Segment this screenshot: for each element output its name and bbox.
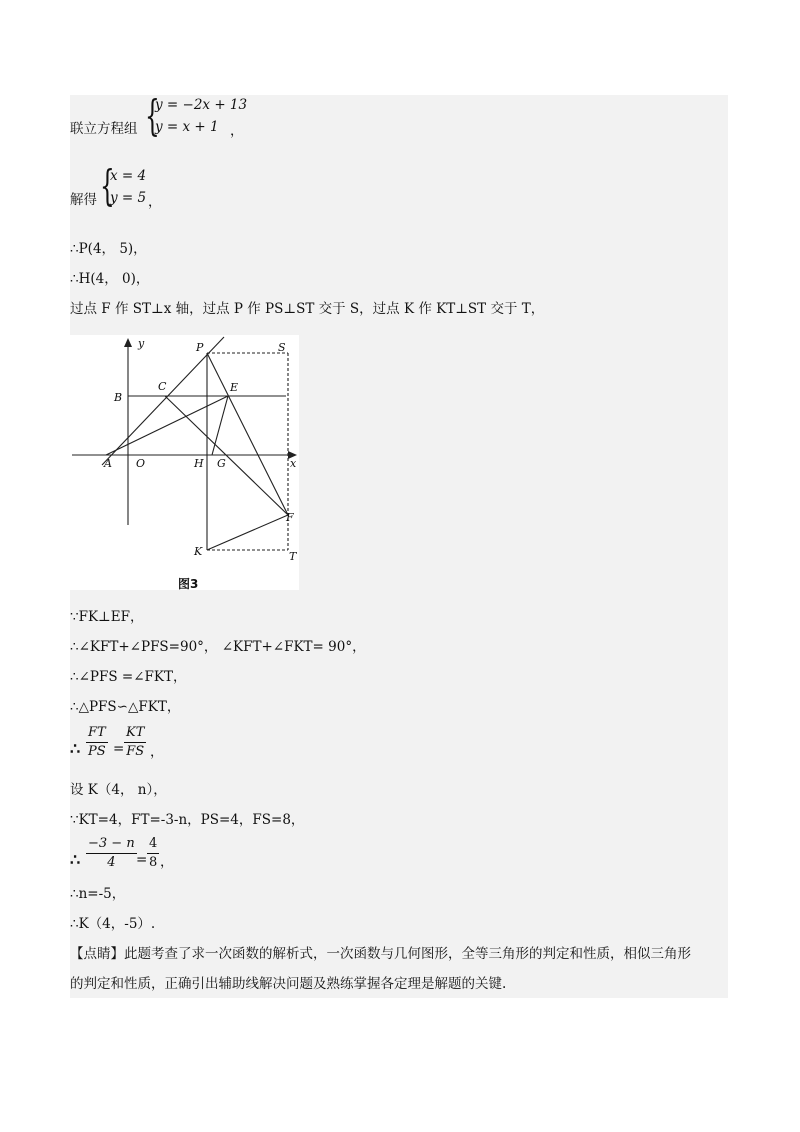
label-h: H xyxy=(194,457,204,470)
numerator: 4 xyxy=(149,836,158,851)
text-line: 过点 F 作 ST⊥x 轴，过点 P 作 PS⊥ST 交于 S，过点 K 作 KT⊥ST 交于 T， xyxy=(70,301,545,317)
punctuation: ， xyxy=(160,854,174,870)
text-line: ∴△PFS∽△FKT， xyxy=(70,699,181,715)
punctuation: ， xyxy=(148,194,162,210)
text-line: ∴P(4， 5)， xyxy=(70,241,147,257)
equation: y = x + 1 xyxy=(155,119,219,135)
label-y: y xyxy=(138,337,145,350)
punctuation: ， xyxy=(230,123,244,139)
label-f: F xyxy=(286,511,294,524)
figure-caption: 图3 xyxy=(178,577,199,591)
denominator: 4 xyxy=(107,855,116,870)
text-line: ∴H(4， 0)， xyxy=(70,271,150,287)
figure-graphic xyxy=(70,335,299,590)
text-line: ∵FK⊥EF， xyxy=(70,609,144,625)
label-c: C xyxy=(158,380,167,393)
equation: y = −2x + 13 xyxy=(155,97,248,113)
text-line: ∴∠KFT+∠PFS=90°， ∠KFT+∠FKT= 90°， xyxy=(70,639,366,655)
text-line: ∴K（4，-5）. xyxy=(70,916,156,932)
label-e: E xyxy=(230,381,239,394)
label-k: K xyxy=(194,545,203,558)
numerator: FT xyxy=(88,725,106,740)
text-line: 设 K（4， n）， xyxy=(70,782,167,798)
label-p: P xyxy=(196,341,204,354)
label-x: x xyxy=(290,457,297,470)
equals: = xyxy=(136,852,148,868)
text-line: ∴∠PFS =∠FKT， xyxy=(70,669,187,685)
brace: { xyxy=(145,91,160,140)
text-line: ∵KT=4，FT=-3-n，PS=4，FS=8， xyxy=(70,812,305,828)
fraction xyxy=(86,724,108,761)
fraction xyxy=(147,835,159,872)
denominator: 8 xyxy=(149,855,158,870)
comment-line: 【点睛】此题考查了求一次函数的解析式，一次函数与几何图形，全等三角形的判定和性质，相似三角形 xyxy=(70,946,691,962)
geometry-figure xyxy=(70,335,299,590)
fraction xyxy=(86,835,137,872)
denominator: PS xyxy=(88,744,106,759)
solution-panel xyxy=(70,91,728,998)
denominator: FS xyxy=(126,744,145,759)
text-line: ∴n=-5， xyxy=(70,886,126,902)
solve-label: 解得 xyxy=(70,192,97,208)
numerator: KT xyxy=(126,725,145,740)
brace: { xyxy=(100,161,115,210)
label-t: T xyxy=(289,550,297,563)
system-label: 联立方程组 xyxy=(70,121,138,137)
label-g: G xyxy=(217,457,226,470)
therefore-symbol: ∴ xyxy=(70,850,81,869)
equals: = xyxy=(113,741,125,757)
label-a: A xyxy=(104,457,112,470)
punctuation: ， xyxy=(150,744,164,760)
therefore-symbol: ∴ xyxy=(70,739,81,758)
label-b: B xyxy=(114,391,123,404)
label-s: S xyxy=(278,341,286,354)
equation: x = 4 xyxy=(110,168,147,184)
equation: y = 5 xyxy=(110,190,147,206)
label-o: O xyxy=(136,457,146,470)
numerator: −3 − n xyxy=(88,836,135,851)
fraction xyxy=(124,724,146,761)
comment-line: 的判定和性质，正确引出辅助线解决问题及熟练掌握各定理是解题的关键. xyxy=(70,976,507,992)
